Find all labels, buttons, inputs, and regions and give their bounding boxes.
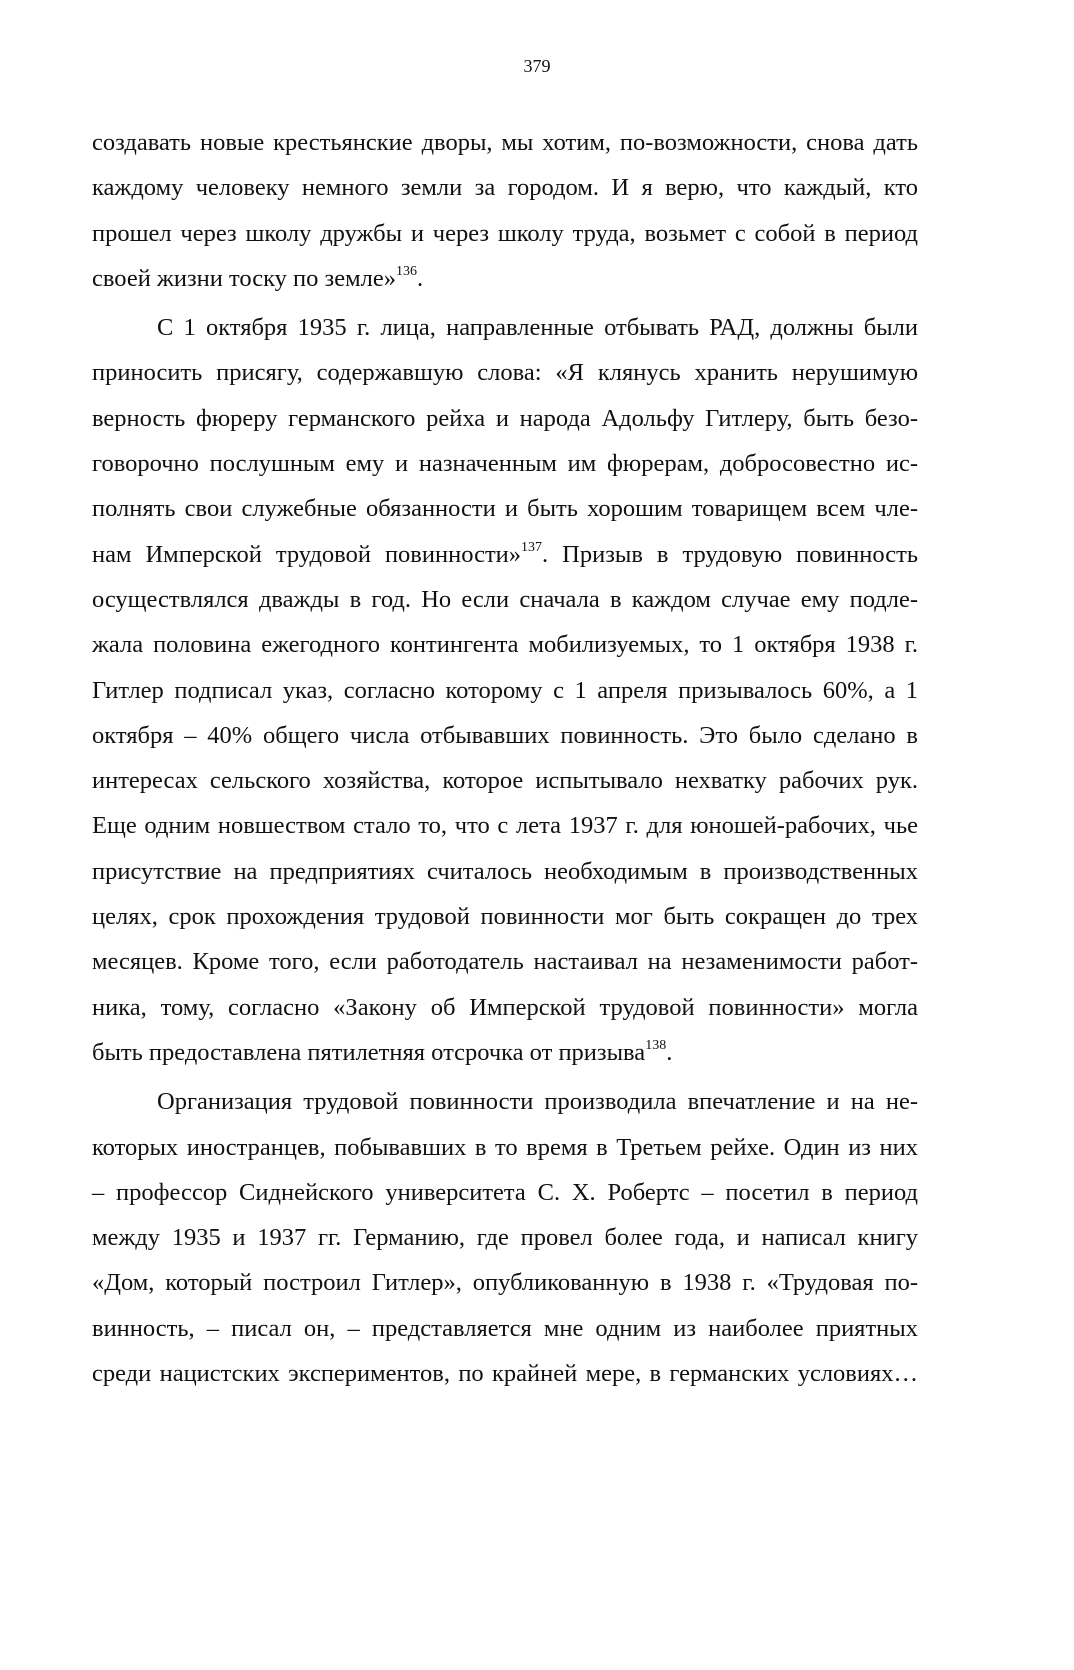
line-text: своей жизни тоску по земле»: [92, 264, 396, 292]
text-line: [92, 803, 918, 848]
paragraph: [92, 1079, 918, 1396]
text-line: [92, 1260, 918, 1305]
line-text: Еще одним новшеством стало то, что с лета 1937 г. для юношей-рабочих, чье: [92, 812, 918, 840]
text-line: [92, 1215, 918, 1260]
line-text: говорочно послушным ему и назначенным им фюрерам, добросовестно ис-: [92, 450, 918, 478]
line-text: прошел через школу дружбы и через школу труда, возьмет с собой в период: [92, 219, 918, 247]
text-line: [92, 668, 918, 713]
text-line: [92, 622, 918, 667]
text-line: [92, 1170, 918, 1215]
text-line: [92, 713, 918, 758]
line-text: «Дом, который построил Гитлер», опубликованную в 1938 г. «Трудовая по-: [92, 1269, 918, 1297]
text-line: [92, 350, 918, 395]
line-text: Организация трудовой повинности производила впечатление и на не-: [157, 1088, 918, 1116]
text-line: [92, 211, 918, 256]
line-text: создавать новые крестьянские дворы, мы хотим, по-возможности, снова дать: [92, 129, 918, 156]
text-line: [92, 1306, 918, 1351]
text-line: [92, 532, 918, 577]
text-line: [92, 1125, 918, 1170]
line-text: между 1935 и 1937 гг. Германию, где провел более года, и написал книгу: [92, 1224, 918, 1252]
line-text: Гитлер подписал указ, согласно которому с 1 апреля призывалось 60%, а 1: [92, 676, 918, 704]
line-text: винность, – писал он, – представляется мне одним из наиболее приятных: [92, 1314, 918, 1342]
line-text: месяцев. Кроме того, если работодатель настаивал на незаменимости работ-: [92, 948, 918, 976]
line-text: . Призыв в трудовую повинность: [542, 540, 918, 568]
line-text: верность фюреру германского рейха и народа Адольфу Гитлеру, быть безо-: [92, 404, 918, 432]
line-text: октября – 40% общего числа отбывавших повинность. Это было сделано в: [92, 721, 918, 749]
line-text: – профессор Сиднейского университета С. Х. Робертс – посетил в период: [92, 1178, 918, 1206]
line-text: ника, тому, согласно «Закону об Имперской трудовой повинности» могла: [92, 993, 918, 1021]
line-text: которых иностранцев, побывавших в то время в Третьем рейхе. Один из них: [92, 1133, 918, 1161]
footnote-ref: 138: [645, 1037, 667, 1053]
line-text: каждому человеку немного земли за городом. И я верю, что каждый, кто: [92, 174, 918, 202]
text-line: [92, 985, 918, 1030]
text-line: [92, 939, 918, 984]
page-number: 379: [523, 56, 551, 76]
line-text: жала половина ежегодного контингента мобилизуемых, то 1 октября 1938 г.: [92, 631, 918, 659]
text-line: [92, 894, 918, 939]
line-text: .: [666, 1038, 673, 1066]
text-line: [92, 1030, 918, 1075]
text-line: [92, 849, 918, 894]
line-text: .: [416, 264, 424, 292]
text-line: [92, 486, 918, 531]
text-line: [92, 577, 918, 622]
text-line: [92, 396, 918, 441]
line-text: нам Имперской трудовой повинности»: [92, 540, 522, 568]
line-text: интересах сельского хозяйства, которое испытывало нехватку рабочих рук.: [92, 767, 918, 795]
paragraph: [92, 305, 918, 1075]
text-line: [92, 441, 918, 486]
line-text: осуществлялся дважды в год. Но если сначала в каждом случае ему подле-: [92, 585, 918, 613]
text-line: [92, 305, 918, 350]
line-text: С 1 октября 1935 г. лица, направленные отбывать РАД, должны были: [157, 314, 918, 342]
footnote-ref: 136: [395, 263, 417, 279]
line-text: присутствие на предприятиях считалось необходимым в производственных: [92, 857, 918, 885]
line-text: приносить присягу, содержавшую слова: «Я клянусь хранить нерушимую: [92, 359, 918, 387]
text-line: [92, 256, 918, 301]
text-line: [92, 758, 918, 803]
body-text: [92, 120, 918, 1396]
footnote-ref: 137: [521, 539, 543, 555]
text-line: [92, 120, 918, 165]
text-line: [92, 1079, 918, 1124]
text-line: [92, 1351, 918, 1396]
paragraph: [92, 120, 918, 301]
line-text: полнять свои служебные обязанности и быть хорошим товарищем всем чле-: [92, 495, 918, 523]
text-line: [92, 165, 918, 210]
line-text: быть предоставлена пятилетняя отсрочка от призыва: [92, 1038, 646, 1066]
line-text: среди нацистских экспериментов, по крайней мере, в германских условиях…: [92, 1360, 918, 1388]
line-text: целях, срок прохождения трудовой повинности мог быть сокращен до трех: [92, 903, 918, 931]
